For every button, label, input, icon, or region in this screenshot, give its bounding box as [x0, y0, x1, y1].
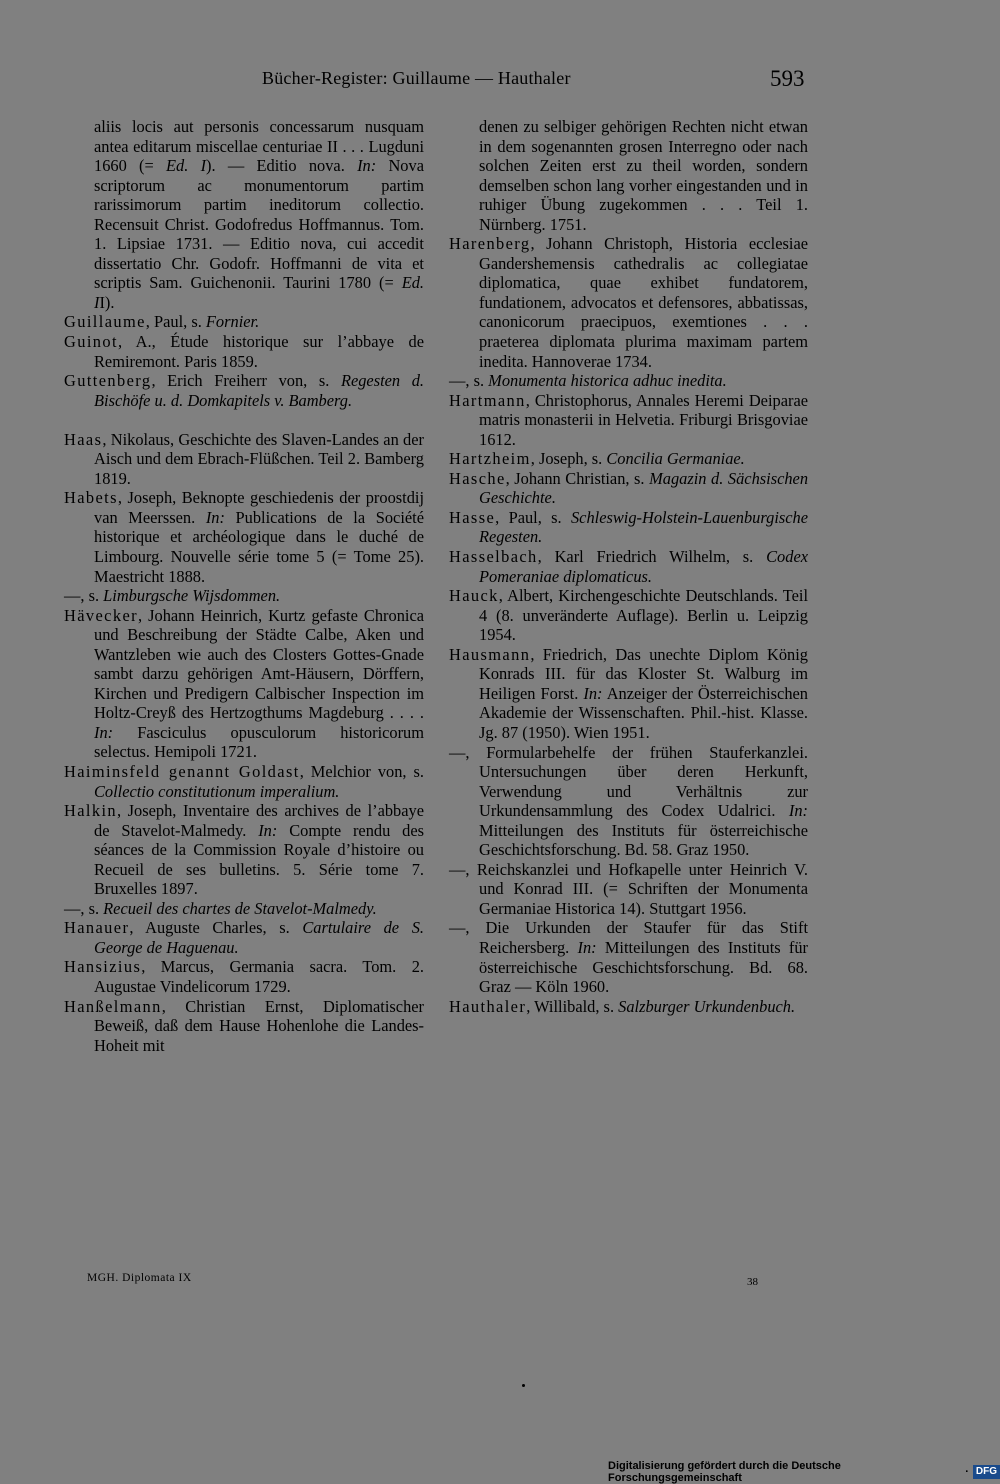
- footer-sheet-number: 38: [747, 1276, 758, 1288]
- entry-text: , Johann Heinrich, Kurtz gefaste Chronica und Beschreibung der Städte Calbe, Aken und Wantzleben wie auch des Closters Gottes-Gnade sambt darzu gehörigen Amt-Häusern, Dörffern, Kirchen und Predigern Calbischer Inspection im Holtz-Creyß des Hertzogthums Magdeburg . . . . In: Fasciculus opusculorum historicorum selectus. Hemipoli 1721.: [94, 605, 424, 762]
- entry-author: Hansizius: [64, 957, 142, 977]
- entry-text: , Joseph, s. Concilia Germaniae.: [530, 449, 745, 469]
- entry-text: , Christophorus, Annales Heremi Deiparae matris monasterii in Helvetia. Friburgi Brisgoviae 1612.: [479, 390, 808, 449]
- entry-text: , Paul, s. Fornier.: [145, 312, 260, 332]
- entry-author: Habets: [64, 488, 118, 508]
- entry-text: , Joseph, Beknopte geschiedenis der proostdij van Meerssen. In: Publications de la Société historique et archéologique dans le duché de Limbourg. Nouvelle série tome 5 (= Tome 25). Maestricht 1888.: [94, 488, 424, 586]
- entry-author: Hauck: [449, 586, 499, 606]
- entry-author: Halkin: [64, 801, 118, 821]
- entry-text: , A., Étude historique sur l’abbaye de Remiremont. Paris 1859.: [94, 332, 424, 371]
- running-head: Bücher-Register: Guillaume — Hauthaler: [262, 68, 571, 88]
- register-entry: [449, 918, 808, 996]
- register-entry: [449, 997, 808, 1017]
- register-entry: [64, 918, 424, 957]
- entry-text: , Joseph, Inventaire des archives de l’abbaye de Stavelot-Malmedy. In: Compte rendu des séances de la Commission Royale d’histoire ou Recueil de ses bulletins. 5. Série tome 7. Bruxelles 1897.: [94, 801, 424, 899]
- register-entry: [64, 488, 424, 586]
- entry-author: Hauthaler: [449, 996, 527, 1016]
- entry-text: , Nikolaus, Geschichte des Slaven-Landes an der Aisch und dem Ebrach-Flüßchen. Teil 2. Bamberg 1819.: [94, 429, 424, 488]
- entry-text: , Willibald, s. Salzburger Urkundenbuch.: [526, 996, 796, 1016]
- entry-text: —, s. Limburgsche Wijsdommen.: [64, 586, 281, 606]
- entry-text: denen zu selbiger gehörigen Rechten nicht etwan in dem sogenannten grosen Interregno oder nach solchen Zeiten erst zu theil worden, sondern demselben schon lang vorher eingestanden und in ruhiger Übung zugekommen . . . Teil 1. Nürnberg. 1751.: [479, 117, 808, 234]
- register-entry: [449, 117, 808, 234]
- entry-text: , Friedrich, Das unechte Diplom König Konrads III. für das Kloster St. Walburg im Heiligen Forst. In: Anzeiger der Österreichischen Akademie der Wissenschaften. Phil.-hist. Klasse. Jg. 87 (1950). Wien 1951.: [479, 644, 808, 742]
- register-entry: [449, 743, 808, 860]
- entry-text: —, Reichskanzlei und Hofkapelle unter Heinrich V. und Konrad III. (= Schriften der Monumenta Germaniae Historica 14). Stuttgart 1956.: [449, 859, 808, 918]
- register-entry: [449, 547, 808, 586]
- entry-author: Hanßelmann: [64, 996, 162, 1016]
- entry-text: —, s. Recueil des chartes de Stavelot-Malmedy.: [64, 898, 377, 918]
- register-entry: [449, 586, 808, 645]
- entry-author: Hasselbach: [449, 547, 538, 567]
- entry-author: Hartzheim: [449, 449, 531, 469]
- register-entry: [64, 430, 424, 489]
- entry-author: Hausmann: [449, 644, 531, 664]
- register-entry: [64, 997, 424, 1056]
- entry-text: , Johann Christian, s. Magazin d. Sächsischen Geschichte.: [479, 468, 809, 508]
- register-entry: [449, 371, 808, 391]
- entry-author: Guttenberg: [64, 371, 152, 391]
- entry-text: aliis locis aut personis concessarum nusquam antea editarum miscellae centuriae II . . . Lugduni 1660 (= Ed. I). — Editio nova. In: Nova scriptorum ac monumentorum partim rarissimorum partim ineditorum collectio. Recensuit Christ. Godofredus Hoffmannus. Tom. 1. Lipsiae 1731. — Editio nova, cui accedit dissertatio Chr. Godofr. Hoffmanni de vita et scriptis Sam. Guichenonii. Taurini 1780 (= Ed. II).: [94, 117, 424, 312]
- register-entry: [449, 469, 808, 508]
- page-number: 593: [770, 66, 805, 91]
- register-entry: [64, 957, 424, 996]
- entry-author: Hasse: [449, 507, 496, 527]
- entry-text: , Karl Friedrich Wilhelm, s. Codex Pomeraniae diplomaticus.: [479, 547, 808, 586]
- register-entry: [449, 508, 808, 547]
- entry-author: Guillaume: [64, 312, 146, 332]
- entry-text: , Erich Freiherr von, s. Regesten d. Bischöfe u. d. Domkapitels v. Bamberg.: [94, 371, 424, 410]
- register-entry: [449, 391, 808, 450]
- register-entry: [64, 332, 424, 371]
- entry-author: Haas: [64, 429, 103, 449]
- register-entry: [64, 312, 424, 332]
- register-entry: [64, 899, 424, 919]
- entry-text: —, Die Urkunden der Staufer für das Stift Reichersberg. In: Mitteilungen des Instituts für österreichische Geschichtsforschung. Bd. 68. Graz — Köln 1960.: [449, 918, 808, 997]
- entry-text: , Albert, Kirchengeschichte Deutschlands. Teil 4 (8. unveränderte Auflage). Berlin u. Leipzig 1954.: [479, 586, 808, 645]
- entry-text: —, s. Monumenta historica adhuc inedita.: [449, 371, 727, 391]
- register-entry: [449, 449, 808, 469]
- entry-text: , Christian Ernst, Diplomatischer Beweiß, daß dem Hause Hohenlohe die Landes-Hoheit mit: [94, 996, 424, 1055]
- left-column: [64, 117, 424, 1055]
- entry-text: —, Formularbehelfe der frühen Stauferkanzlei. Untersuchungen über deren Herkunft, Verwendung und Verhältnis zur Urkundensammlung des Codex Udalrici. In: Mitteilungen des Instituts für österreichische Geschichtsforschung. Bd. 58. Graz 1950.: [449, 742, 808, 860]
- entry-author: Hasche: [449, 468, 506, 488]
- register-entry: [64, 801, 424, 899]
- section-gap: [64, 410, 424, 430]
- entry-author: Hävecker: [64, 605, 138, 625]
- banner-separator: ·: [962, 1466, 969, 1478]
- register-entry: [64, 762, 424, 801]
- footer-signature: MGH. Diplomata IX: [87, 1272, 192, 1284]
- entry-text: , Melchior von, s. Collectio constitutionum imperalium.: [94, 762, 424, 801]
- register-entry: [64, 117, 424, 312]
- entry-text: , Marcus, Germania sacra. Tom. 2. Augustae Vindelicorum 1729.: [94, 957, 424, 997]
- banner-text: Digitalisierung gefördert durch die Deutsche Forschungsgemeinschaft: [608, 1460, 841, 1484]
- dfg-logo-icon: DFG: [973, 1465, 1000, 1479]
- register-entry: [449, 234, 808, 371]
- right-column: [449, 117, 808, 1016]
- entry-author: Hanauer: [64, 918, 130, 938]
- register-entry: [64, 371, 424, 410]
- scan-speck: [522, 1384, 525, 1387]
- digitization-banner: [608, 1460, 1000, 1484]
- entry-text: , Johann Christoph, Historia ecclesiae Gandershemensis cathedralis ac collegiatae diplomatica, quae exhibet fundatorem, fundationem, advocatos et defensores, abbatissas, canonicorum praecipuos, exemtiones . . . praeterea diplomata plurima maximam partem inedita. Hannoverae 1734.: [479, 234, 808, 371]
- entry-author: Harenberg: [449, 234, 531, 254]
- entry-author: Haiminsfeld genannt Goldast: [64, 762, 300, 781]
- register-entry: [64, 586, 424, 606]
- entry-text: , Auguste Charles, s. Cartulaire de S. George de Haguenau.: [94, 918, 425, 957]
- register-entry: [449, 860, 808, 919]
- register-entry: [64, 606, 424, 762]
- register-entry: [449, 645, 808, 743]
- entry-text: , Paul, s. Schleswig-Holstein-Lauenburgische Regesten.: [479, 507, 808, 547]
- entry-author: Guinot: [64, 332, 118, 352]
- entry-author: Hartmann: [449, 390, 526, 410]
